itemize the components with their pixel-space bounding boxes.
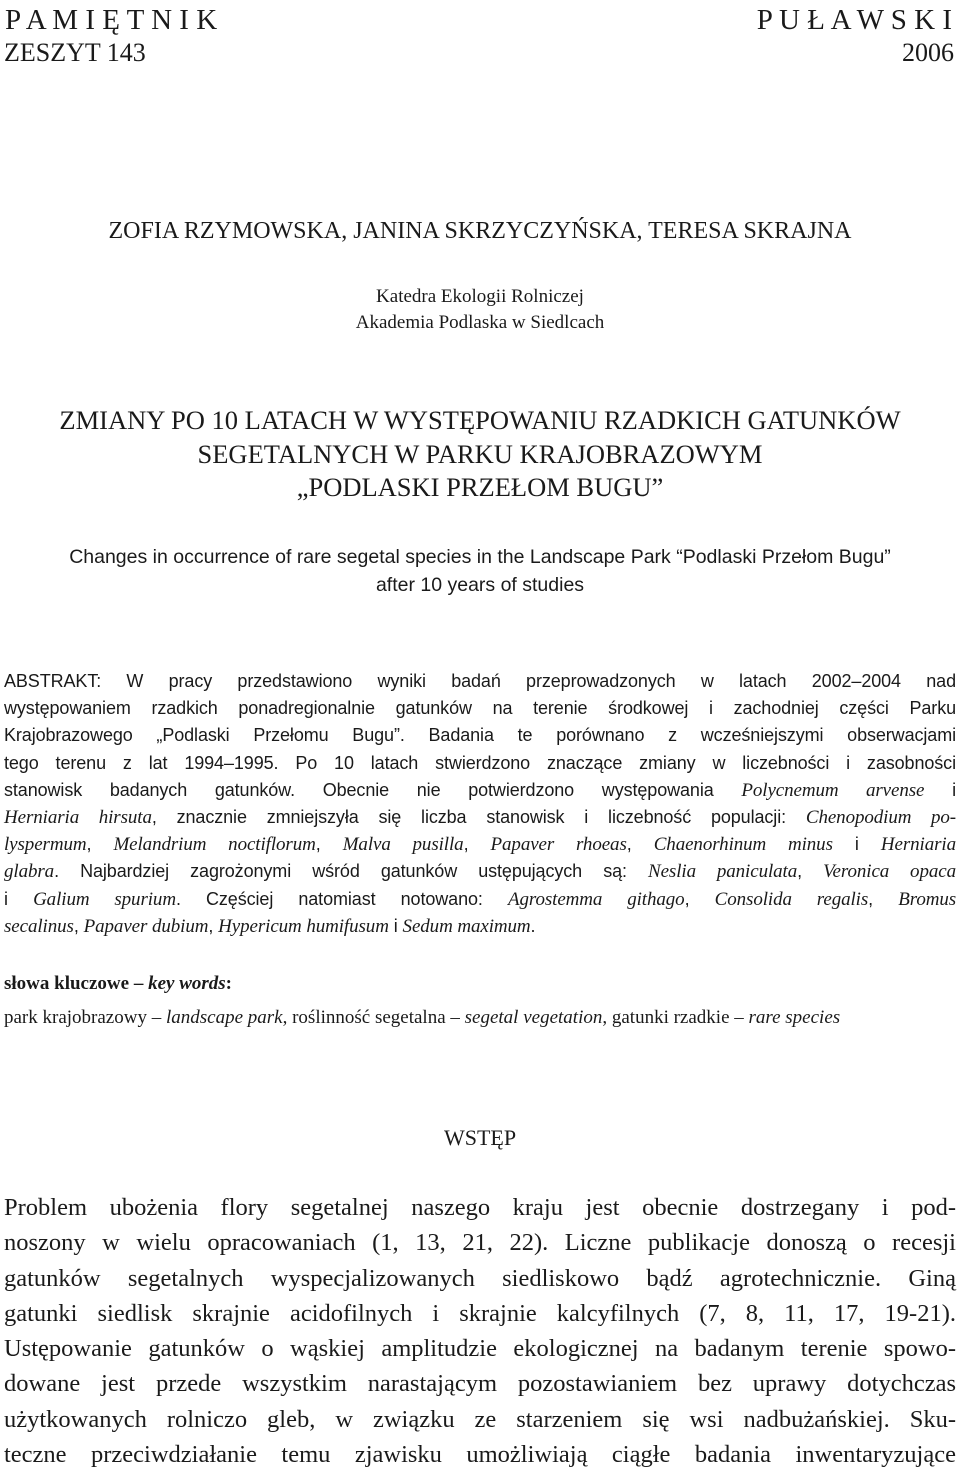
species-name: secalinus — [4, 915, 74, 937]
abstract-line — [4, 804, 956, 831]
body-line: dowane jest przede wszystkim narastającym pozostawianiem bez uprawy dotychczas — [4, 1370, 956, 1398]
species-name: Herniaria hirsuta — [4, 807, 152, 829]
abstract-text: i — [952, 779, 956, 800]
species-name: Veronica opaca — [823, 861, 956, 883]
title-line: ZMIANY PO 10 LATACH W WYSTĘPOWANIU RZADKICH GATUNKÓW — [59, 405, 901, 435]
abstract-line — [4, 777, 956, 804]
species-name: Herniaria — [880, 834, 956, 856]
abstract-line: tego terenu z lat 1994–1995. Po 10 latach stwierdzono znaczące zmiany w liczebności i zasobności — [4, 752, 956, 773]
keywords-list — [4, 1003, 956, 1033]
abstract-text: . — [530, 915, 536, 936]
abstract-text: , — [463, 834, 469, 855]
body-line: teczne przeciwdziałanie temu zjawisku umożliwiają ciągłe badania inwentaryzujące — [4, 1441, 956, 1469]
species-name: Consolida regalis — [714, 888, 869, 910]
abstract-text: . Najbardziej zagrożonymi wśród gatunków ustępujących są: — [54, 861, 627, 882]
species-name: Malva pusilla — [342, 834, 464, 856]
journal-name-right: P U Ł A W S K I — [756, 4, 952, 36]
title-line: Changes in occurrence of rare segetal species in the Landscape Park “Podlaski Przełom Bugu” — [69, 546, 891, 568]
body-paragraph — [4, 1190, 956, 1472]
abstract — [4, 668, 956, 940]
species-name: Hypericum humifusum — [218, 915, 389, 937]
affiliation — [0, 284, 960, 336]
species-name: Agrostemma githago — [507, 888, 685, 910]
authors: ZOFIA RZYMOWSKA, JANINA SKRZYCZYŃSKA, TERESA SKRAJNA — [108, 218, 852, 244]
affiliation-line: Akademia Podlaska w Siedlcach — [355, 312, 605, 333]
species-name: Galium spurium — [33, 888, 176, 910]
abstract-text: , — [86, 834, 92, 855]
keyword-pl: park krajobrazowy – — [4, 1007, 166, 1028]
keyword-en: landscape park — [165, 1007, 283, 1028]
body-line: gatunki siedlisk skrajnie acidofilnych i skrajnie kalcyfilnych (7, 8, 11, 17, 19-21). — [4, 1299, 956, 1327]
abstract-text: , znacznie zmniejszyła się liczba stanowisk i liczebność populacji: — [151, 807, 787, 828]
species-name: Polycnemum arvense — [741, 779, 925, 801]
body-line: noszony w wielu opracowaniach (1, 13, 21, 22). Liczne publikacje donoszą o recesji — [4, 1229, 956, 1257]
abstract-text: , — [315, 834, 321, 855]
species-name: Melandrium noctiflorum — [113, 834, 316, 856]
species-name: Chenopodium po- — [805, 807, 957, 829]
body-line: Problem ubożenia flory segetalnej naszego kraju jest obecnie dostrzegany i pod- — [4, 1194, 956, 1221]
species-name: Chaenorhinum minus — [653, 834, 833, 856]
body-line: Ustępowanie gatunków o wąskiej amplitudzie ekologicznej na badanym terenie spowo- — [4, 1335, 956, 1363]
keyword-pl: , roślinność segetalna – — [282, 1007, 465, 1028]
abstract-line — [4, 858, 956, 885]
section-heading: WSTĘP — [443, 1125, 517, 1150]
title-line: SEGETALNYCH W PARKU KRAJOBRAZOWYM — [197, 438, 763, 469]
keywords-colon: : — [225, 973, 232, 994]
species-name: Bromus — [898, 888, 957, 910]
species-name: lyspermum — [4, 834, 87, 856]
abstract-line — [4, 913, 956, 940]
abstract-text: , — [797, 861, 803, 882]
paper-title-english — [0, 543, 960, 599]
abstract-text: . Częściej natomiast notowano: — [175, 888, 483, 909]
abstract-text: i — [854, 834, 859, 855]
keyword-pl: , gatunki rzadkie – — [602, 1007, 749, 1028]
abstract-text: , — [684, 888, 690, 909]
abstract-line — [4, 886, 956, 913]
abstract-text: , — [626, 834, 632, 855]
species-name: Neslia paniculata — [648, 861, 798, 883]
title-line: after 10 years of studies — [375, 574, 585, 596]
species-name: Sedum maximum — [402, 915, 531, 937]
abstract-text: i — [393, 915, 398, 936]
paper-title-polish — [0, 404, 960, 505]
journal-name-left: P A M I Ę T N I K — [5, 4, 218, 36]
keyword-en: rare species — [748, 1007, 841, 1028]
abstract-text: , — [868, 888, 874, 909]
keywords-label-pl: słowa kluczowe – — [4, 973, 149, 994]
species-name: Papaver rhoeas — [490, 834, 627, 856]
keywords-label-en: key words — [148, 973, 226, 994]
abstract-text: , — [208, 915, 214, 936]
abstract-text: i — [4, 888, 8, 909]
abstract-line: ABSTRAKT: W pracy przedstawiono wyniki badań przeprowadzonych w latach 2002–2004 nad — [4, 671, 956, 691]
abstract-line — [4, 831, 956, 858]
species-name: Papaver dubium — [83, 915, 209, 937]
keyword-en: segetal vegetation — [464, 1007, 603, 1028]
species-name: glabra — [4, 861, 55, 883]
issue-number: ZESZYT 143 — [4, 38, 146, 67]
abstract-line: występowaniem rzadkich ponadregionalnie gatunków na terenie środkowej i zachodniej części Parku — [4, 698, 956, 719]
body-line: gatunków segetalnych wyspecjalizowanych siedliskowo bądź agrotechnicznie. Giną — [4, 1264, 956, 1292]
issue-year: 2006 — [902, 38, 954, 67]
title-line: „PODLASKI PRZEŁOM BUGU” — [296, 472, 664, 502]
keywords-heading — [4, 973, 232, 995]
body-line: użytkowanych rolniczo gleb, w związku ze starzeniem się wsi nadbużańskiej. Sku- — [4, 1405, 956, 1433]
abstract-text: stanowisk badanych gatunków. Obecnie nie potwierdzono występowania — [4, 779, 714, 800]
abstract-text: , — [73, 915, 79, 936]
affiliation-line: Katedra Ekologii Rolniczej — [376, 286, 584, 307]
abstract-line: Krajobrazowego „Podlaski Przełomu Bugu”. Badania te porównano z wcześniejszymi obserwacjami — [4, 725, 956, 746]
